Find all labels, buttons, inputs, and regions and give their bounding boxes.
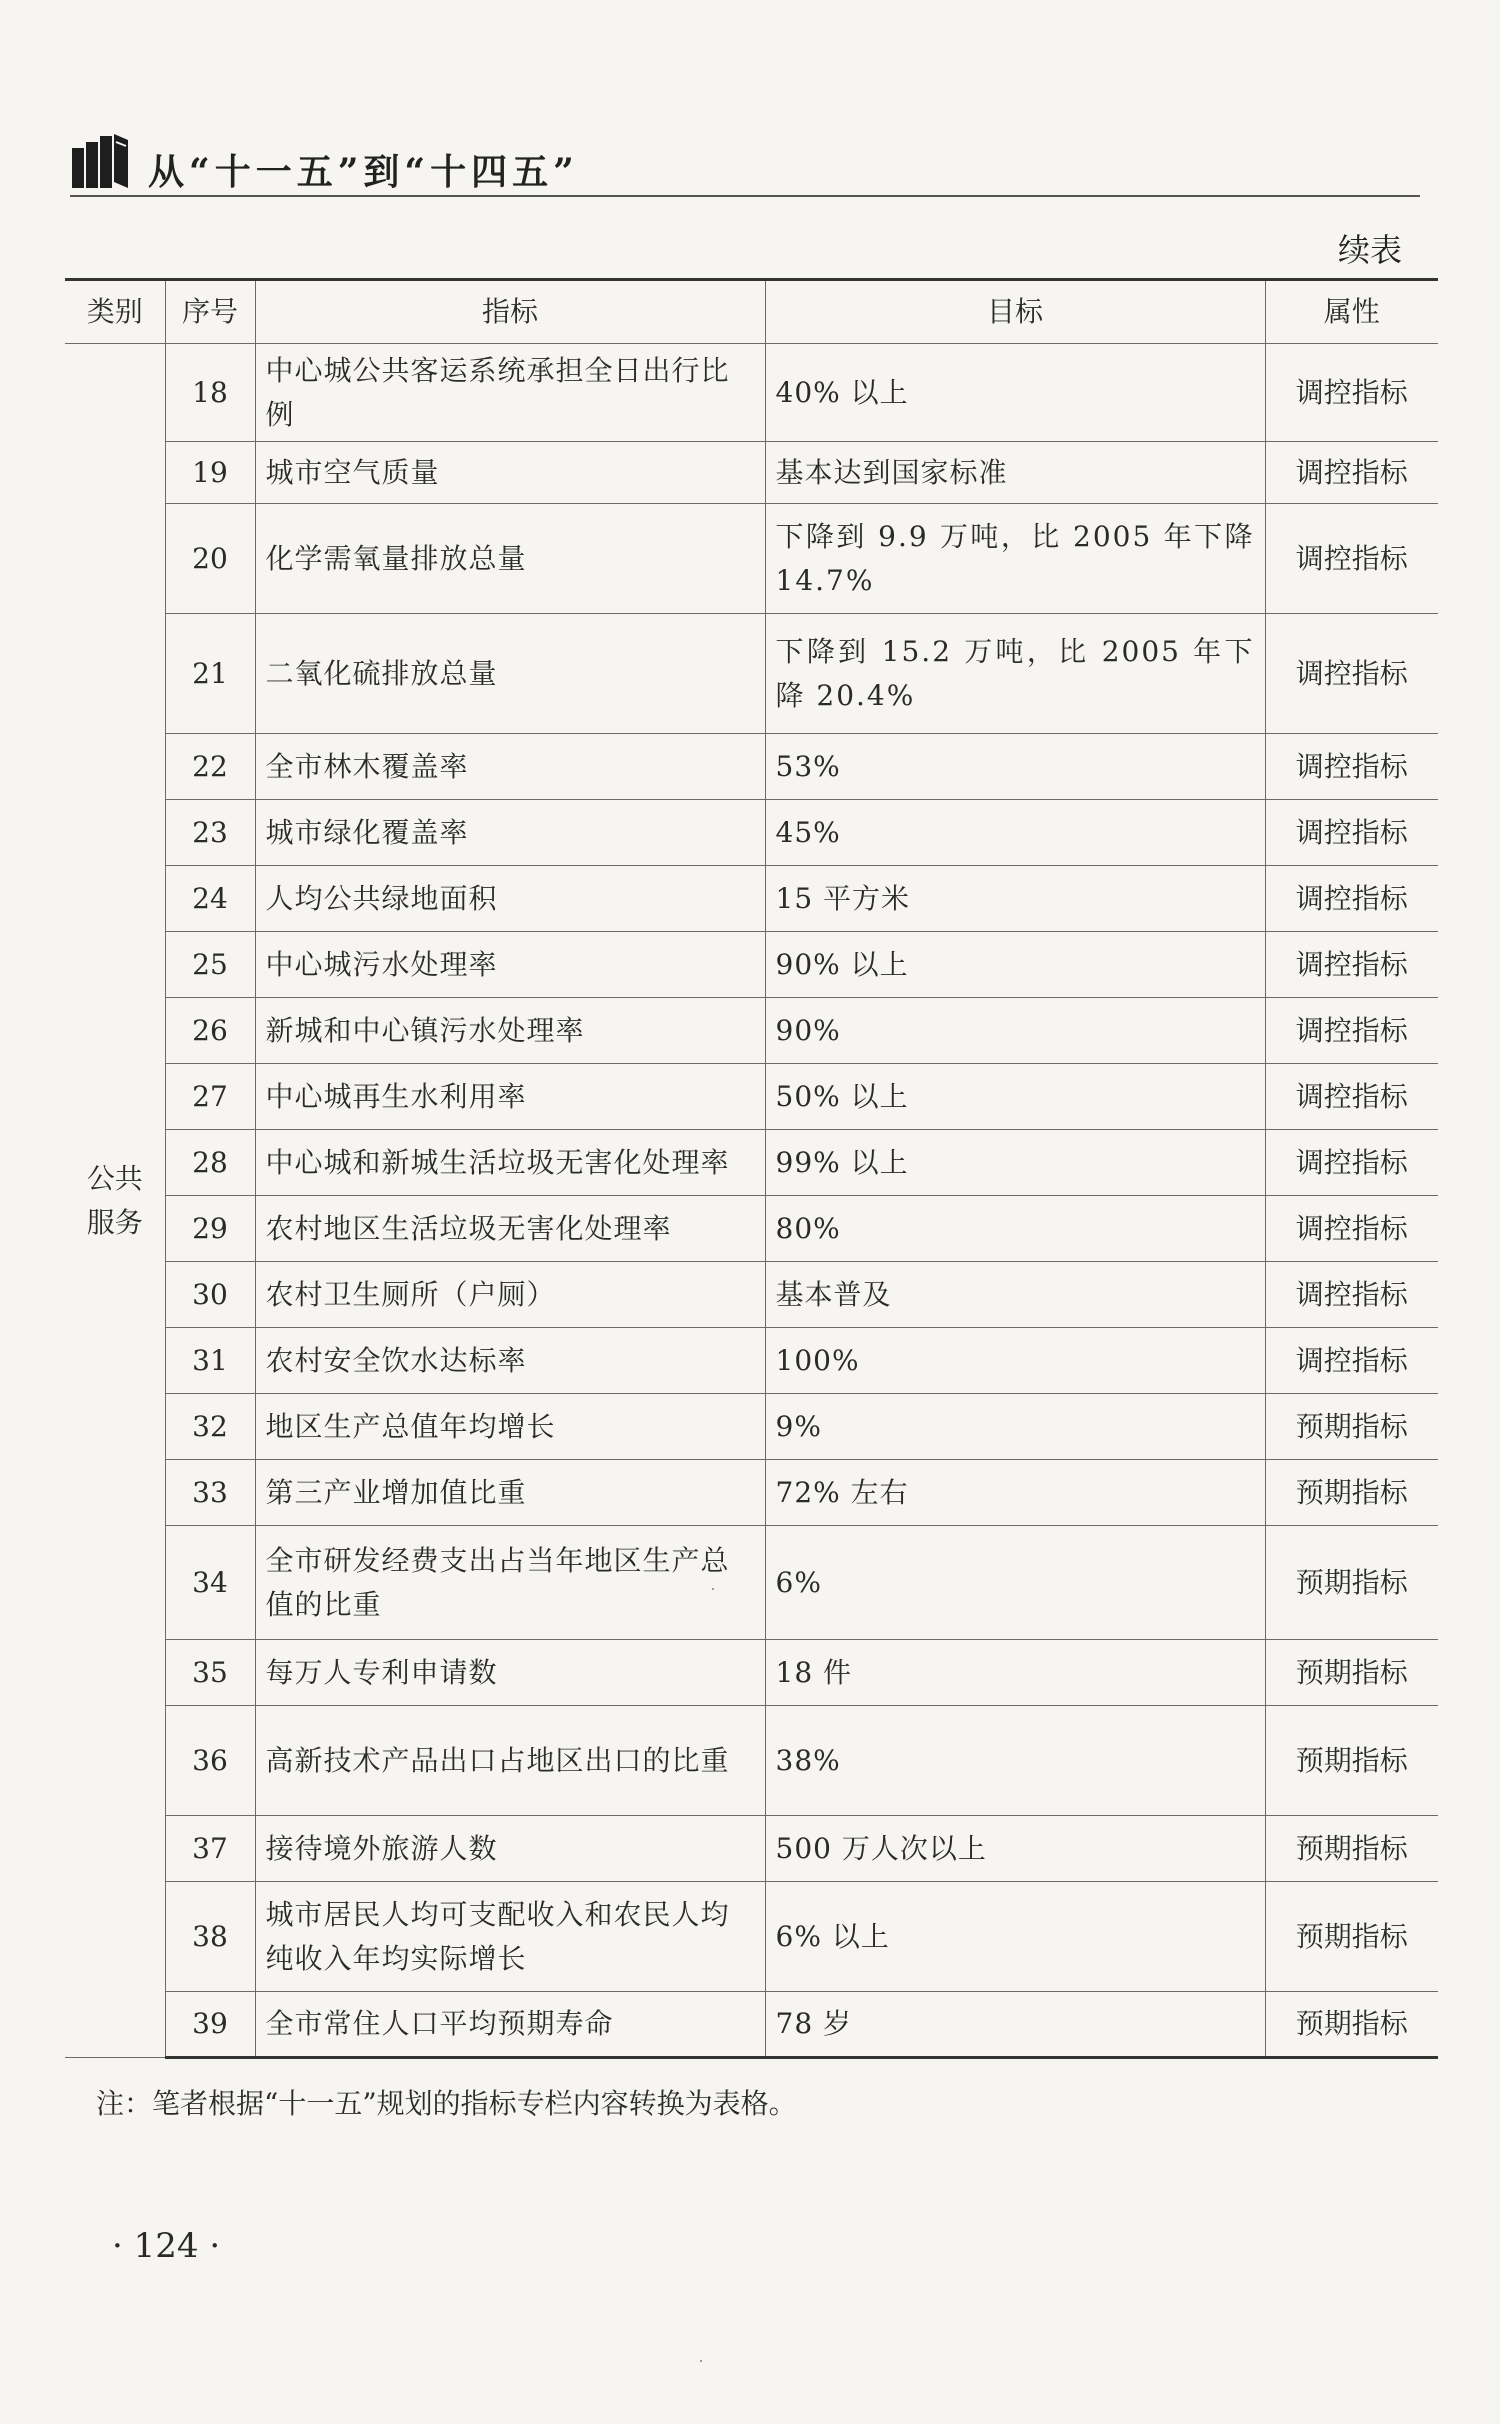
target-cell: 6% [765, 1526, 1265, 1640]
table-header-row [65, 280, 1438, 344]
category-cell: 公共 服务 [65, 344, 165, 2058]
attribute-cell: 预期指标 [1265, 1460, 1438, 1526]
row-number: 20 [165, 504, 255, 614]
table-row [65, 1706, 1438, 1816]
table-continued-label: 续表 [1337, 231, 1402, 269]
row-number: 26 [165, 998, 255, 1064]
table-row [65, 1394, 1438, 1460]
indicator-cell: 第三产业增加值比重 [255, 1460, 765, 1526]
attribute-cell: 调控指标 [1265, 1196, 1438, 1262]
row-number: 32 [165, 1394, 255, 1460]
target-cell: 基本达到国家标准 [765, 442, 1265, 504]
column-header-attribute: 属性 [1265, 280, 1438, 344]
indicator-cell: 中心城和新城生活垃圾无害化处理率 [255, 1130, 765, 1196]
target-cell: 40% 以上 [765, 344, 1265, 442]
table-row [65, 1992, 1438, 2058]
attribute-cell: 预期指标 [1265, 1640, 1438, 1706]
target-cell: 72% 左右 [765, 1460, 1265, 1526]
row-number: 35 [165, 1640, 255, 1706]
attribute-cell: 预期指标 [1265, 1526, 1438, 1640]
target-cell: 99% 以上 [765, 1130, 1265, 1196]
row-number: 31 [165, 1328, 255, 1394]
table-row [65, 1130, 1438, 1196]
attribute-cell: 调控指标 [1265, 1262, 1438, 1328]
indicator-cell: 中心城污水处理率 [255, 932, 765, 998]
attribute-cell: 调控指标 [1265, 998, 1438, 1064]
scan-speck [712, 1588, 714, 1590]
indicator-cell: 农村卫生厕所（户厕） [255, 1262, 765, 1328]
row-number: 19 [165, 442, 255, 504]
table-row [65, 734, 1438, 800]
table-row [65, 932, 1438, 998]
target-cell: 53% [765, 734, 1265, 800]
attribute-cell: 调控指标 [1265, 614, 1438, 734]
attribute-cell: 调控指标 [1265, 932, 1438, 998]
header-rule [70, 195, 1420, 197]
indicator-cell: 全市常住人口平均预期寿命 [255, 1992, 765, 2058]
row-number: 18 [165, 344, 255, 442]
table-row [65, 1816, 1438, 1882]
scan-speck [700, 2360, 702, 2362]
indicator-cell: 城市居民人均可支配收入和农民人均纯收入年均实际增长 [255, 1882, 765, 1992]
row-number: 38 [165, 1882, 255, 1992]
attribute-cell: 调控指标 [1265, 734, 1438, 800]
table-row [65, 1064, 1438, 1130]
table-row [65, 1262, 1438, 1328]
indicator-cell: 全市研发经费支出占当年地区生产总值的比重 [255, 1526, 765, 1640]
row-number: 24 [165, 866, 255, 932]
row-number: 23 [165, 800, 255, 866]
row-number: 22 [165, 734, 255, 800]
target-cell: 下降到 9.9 万吨，比 2005 年下降 14.7% [765, 504, 1265, 614]
table-row [65, 998, 1438, 1064]
attribute-cell: 预期指标 [1265, 1706, 1438, 1816]
indicator-cell: 接待境外旅游人数 [255, 1816, 765, 1882]
indicator-cell: 二氧化硫排放总量 [255, 614, 765, 734]
running-header [70, 130, 1390, 200]
indicator-cell: 农村地区生活垃圾无害化处理率 [255, 1196, 765, 1262]
column-header-number: 序号 [165, 280, 255, 344]
attribute-cell: 预期指标 [1265, 1816, 1438, 1882]
row-number: 29 [165, 1196, 255, 1262]
indicator-cell: 化学需氧量排放总量 [255, 504, 765, 614]
attribute-cell: 预期指标 [1265, 1394, 1438, 1460]
row-number: 28 [165, 1130, 255, 1196]
table-row [65, 800, 1438, 866]
attribute-cell: 预期指标 [1265, 1882, 1438, 1992]
attribute-cell: 调控指标 [1265, 504, 1438, 614]
target-cell: 80% [765, 1196, 1265, 1262]
target-cell: 15 平方米 [765, 866, 1265, 932]
indicator-cell: 中心城公共客运系统承担全日出行比例 [255, 344, 765, 442]
row-number: 36 [165, 1706, 255, 1816]
row-number: 21 [165, 614, 255, 734]
table-row [65, 504, 1438, 614]
indicator-cell: 城市空气质量 [255, 442, 765, 504]
target-cell: 78 岁 [765, 1992, 1265, 2058]
row-number: 30 [165, 1262, 255, 1328]
target-cell: 50% 以上 [765, 1064, 1265, 1130]
target-cell: 38% [765, 1706, 1265, 1816]
table-row [65, 1196, 1438, 1262]
target-cell: 100% [765, 1328, 1265, 1394]
indicator-cell: 每万人专利申请数 [255, 1640, 765, 1706]
table-row [65, 866, 1438, 932]
table-row [65, 614, 1438, 734]
target-cell: 90% [765, 998, 1265, 1064]
target-cell: 6% 以上 [765, 1882, 1265, 1992]
table-row [65, 1640, 1438, 1706]
target-cell: 18 件 [765, 1640, 1265, 1706]
target-cell: 90% 以上 [765, 932, 1265, 998]
header-title: 从“十一五”到“十四五” [148, 151, 579, 193]
column-header-target: 目标 [765, 280, 1265, 344]
indicator-cell: 地区生产总值年均增长 [255, 1394, 765, 1460]
target-cell: 500 万人次以上 [765, 1816, 1265, 1882]
target-cell: 45% [765, 800, 1265, 866]
indicator-table [65, 278, 1438, 2059]
indicator-cell: 农村安全饮水达标率 [255, 1328, 765, 1394]
row-number: 33 [165, 1460, 255, 1526]
row-number: 25 [165, 932, 255, 998]
indicator-cell: 人均公共绿地面积 [255, 866, 765, 932]
page-number: · 124 · [112, 2226, 221, 2266]
column-header-category: 类别 [65, 280, 165, 344]
book-icon [70, 130, 132, 192]
target-cell: 9% [765, 1394, 1265, 1460]
row-number: 27 [165, 1064, 255, 1130]
target-cell: 下降到 15.2 万吨，比 2005 年下降 20.4% [765, 614, 1265, 734]
attribute-cell: 预期指标 [1265, 1992, 1438, 2058]
table-row [65, 1460, 1438, 1526]
column-header-indicator: 指标 [255, 280, 765, 344]
row-number: 34 [165, 1526, 255, 1640]
attribute-cell: 调控指标 [1265, 344, 1438, 442]
indicator-cell: 中心城再生水利用率 [255, 1064, 765, 1130]
attribute-cell: 调控指标 [1265, 442, 1438, 504]
indicator-cell: 城市绿化覆盖率 [255, 800, 765, 866]
table-note: 注：笔者根据“十一五”规划的指标专栏内容转换为表格。 [96, 2087, 797, 2120]
attribute-cell: 调控指标 [1265, 800, 1438, 866]
attribute-cell: 调控指标 [1265, 866, 1438, 932]
table-row [65, 1328, 1438, 1394]
attribute-cell: 调控指标 [1265, 1328, 1438, 1394]
table-row [65, 442, 1438, 504]
indicator-cell: 新城和中心镇污水处理率 [255, 998, 765, 1064]
table-row [65, 344, 1438, 442]
row-number: 39 [165, 1992, 255, 2058]
attribute-cell: 调控指标 [1265, 1064, 1438, 1130]
indicator-cell: 全市林木覆盖率 [255, 734, 765, 800]
target-cell: 基本普及 [765, 1262, 1265, 1328]
row-number: 37 [165, 1816, 255, 1882]
table-row [65, 1882, 1438, 1992]
attribute-cell: 调控指标 [1265, 1130, 1438, 1196]
table-row [65, 1526, 1438, 1640]
indicator-cell: 高新技术产品出口占地区出口的比重 [255, 1706, 765, 1816]
